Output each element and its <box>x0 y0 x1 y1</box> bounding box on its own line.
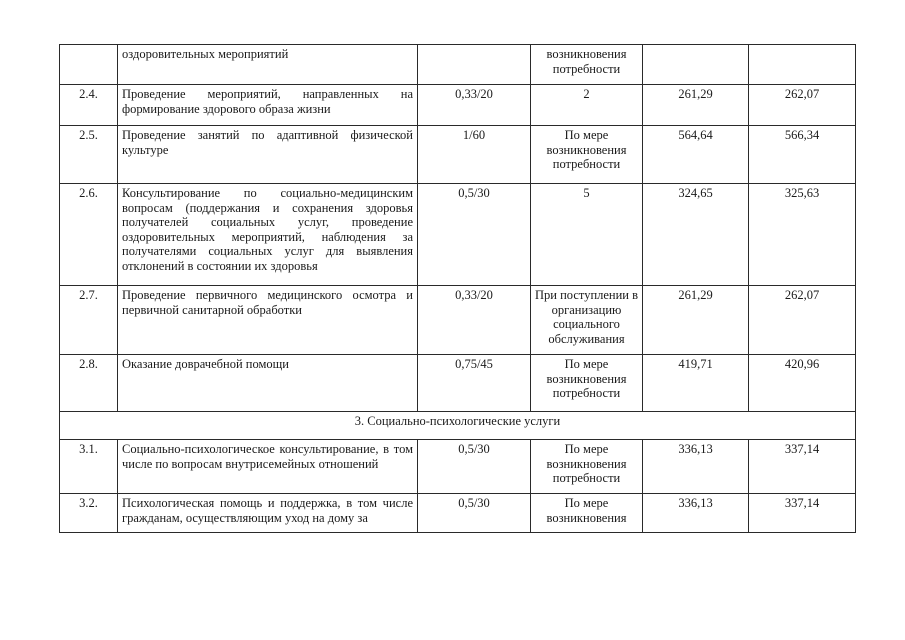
row-number: 2.6. <box>60 184 118 286</box>
section-heading: 3. Социально-психологические услуги <box>60 412 856 440</box>
service-name: Социально-психологическое консультирование, в том числе по вопросам внутрисемейных отношений <box>118 440 418 494</box>
service-time: 0,5/30 <box>418 184 531 286</box>
service-price: 419,71 <box>643 355 749 412</box>
row-number: 2.7. <box>60 286 118 355</box>
service-frequency: По мере возникновения потребности <box>531 126 643 184</box>
service-price: 262,07 <box>749 85 856 126</box>
service-price: 262,07 <box>749 286 856 355</box>
service-price: 564,64 <box>643 126 749 184</box>
service-price: 261,29 <box>643 85 749 126</box>
service-price: 420,96 <box>749 355 856 412</box>
table-row <box>60 494 856 533</box>
service-time: 0,33/20 <box>418 85 531 126</box>
service-frequency: По мере возникновения потребности <box>531 440 643 494</box>
service-name: Психологическая помощь и поддержка, в том числе гражданам, осуществляющим уход на дому за <box>118 494 418 533</box>
service-name: Проведение мероприятий, направленных на формирование здорового образа жизни <box>118 85 418 126</box>
service-name: Проведение занятий по адаптивной физической культуре <box>118 126 418 184</box>
row-number: 3.1. <box>60 440 118 494</box>
service-frequency: По мере возникновения потребности <box>531 355 643 412</box>
service-name: Консультирование по социально-медицинским вопросам (поддержания и сохранения здоровья получателей социальных услуг, проведение оздоровительных мероприятий, наблюдения за получателями социальных услуг для выявления отклонений в состоянии их здоровья <box>118 184 418 286</box>
service-time: 0,5/30 <box>418 440 531 494</box>
service-price: 261,29 <box>643 286 749 355</box>
table-row <box>60 126 856 184</box>
service-name: Оказание доврачебной помощи <box>118 355 418 412</box>
table-row <box>60 355 856 412</box>
table-row <box>60 286 856 355</box>
row-number: 2.5. <box>60 126 118 184</box>
service-price: 336,13 <box>643 440 749 494</box>
services-tariff-table <box>59 44 856 533</box>
service-time: 0,33/20 <box>418 286 531 355</box>
table-row <box>60 184 856 286</box>
service-frequency: возникновения потребности <box>531 45 643 85</box>
service-name: оздоровительных мероприятий <box>118 45 418 85</box>
service-price: 337,14 <box>749 440 856 494</box>
service-frequency: 5 <box>531 184 643 286</box>
table-section-row <box>60 412 856 440</box>
service-time: 0,5/30 <box>418 494 531 533</box>
service-frequency: 2 <box>531 85 643 126</box>
row-number: 2.4. <box>60 85 118 126</box>
row-number: 2.8. <box>60 355 118 412</box>
service-frequency: По мере возникновения <box>531 494 643 533</box>
service-price: 337,14 <box>749 494 856 533</box>
service-frequency: При поступлении в организацию социального обслуживания <box>531 286 643 355</box>
service-price <box>749 45 856 85</box>
row-number: 3.2. <box>60 494 118 533</box>
service-price: 325,63 <box>749 184 856 286</box>
service-name: Проведение первичного медицинского осмотра и первичной санитарной обработки <box>118 286 418 355</box>
service-price <box>643 45 749 85</box>
service-price: 324,65 <box>643 184 749 286</box>
service-time <box>418 45 531 85</box>
service-time: 1/60 <box>418 126 531 184</box>
service-price: 566,34 <box>749 126 856 184</box>
row-number <box>60 45 118 85</box>
table-row <box>60 45 856 85</box>
table-row <box>60 85 856 126</box>
service-price: 336,13 <box>643 494 749 533</box>
table-row <box>60 440 856 494</box>
service-time: 0,75/45 <box>418 355 531 412</box>
